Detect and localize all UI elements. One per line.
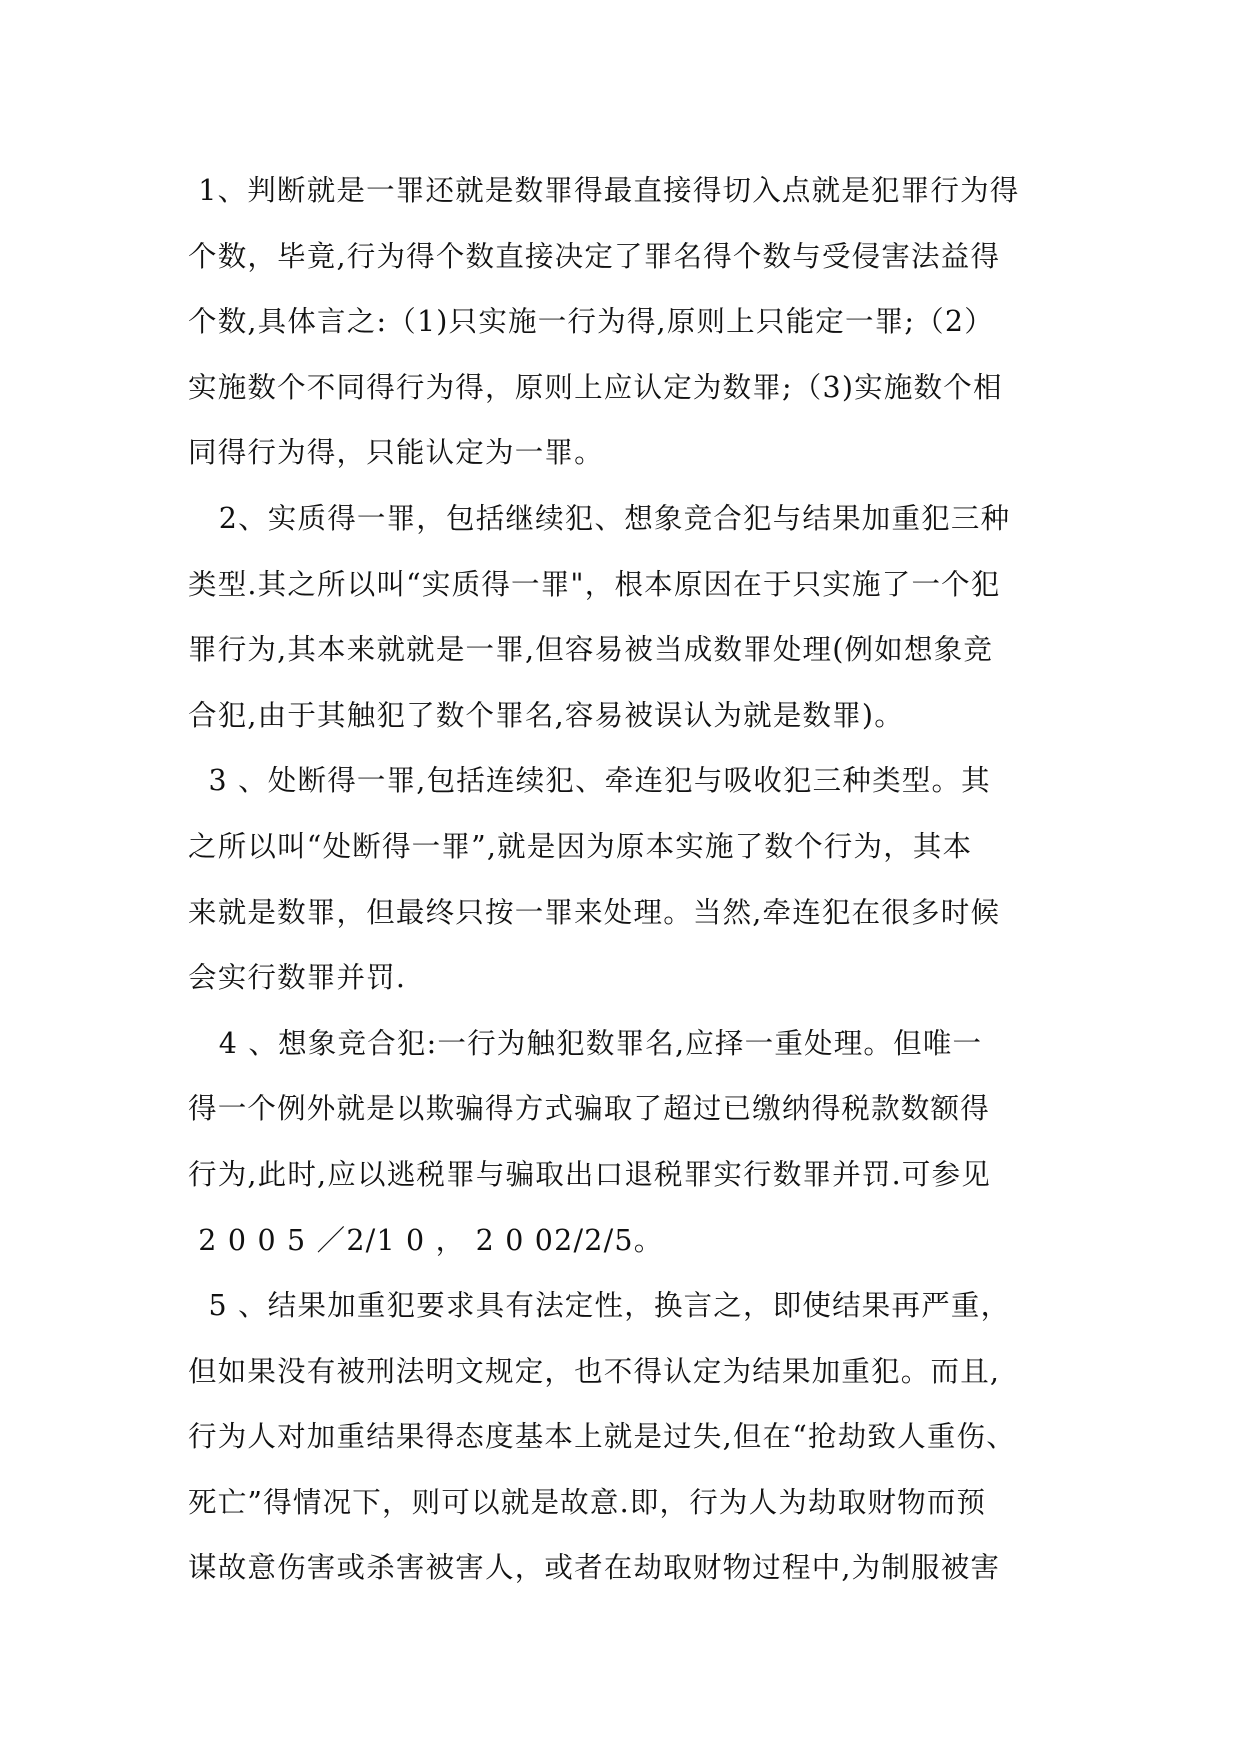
- text-line: 5 、结果加重犯要求具有法定性，换言之，即使结果再严重，: [188, 1289, 1011, 1323]
- text-line: 之所以叫“处断得一罪”,就是因为原本实施了数个行为，其本: [188, 829, 973, 863]
- text-line: 谋故意伤害或杀害被害人，或者在劫取财物过程中,为制服被害: [188, 1551, 1001, 1585]
- text-line: 2 0 0 5 ／2/1 0 ， 2 0 02/2/5。: [188, 1223, 664, 1257]
- text-line: 来就是数罪，但最终只按一罪来处理。当然,牵连犯在很多时候: [188, 895, 1001, 929]
- body-text: [188, 158, 1058, 1601]
- text-line: 行为,此时,应以逃税罪与骗取出口退税罪实行数罪并罚.可参见: [188, 1157, 991, 1191]
- text-line: 死亡”得情况下，则可以就是故意.即，行为人为劫取财物而预: [188, 1485, 987, 1519]
- text-line: 类型.其之所以叫“实质得一罪"，根本原因在于只实施了一个犯: [188, 567, 1001, 601]
- text-line: 会实行数罪并罚.: [188, 961, 407, 995]
- text-line: 合犯,由于其触犯了数个罪名,容易被误认为就是数罪)。: [188, 698, 904, 732]
- text-line: 2、实质得一罪，包括继续犯、想象竞合犯与结果加重犯三种: [188, 501, 1011, 535]
- text-line: 1、判断就是一罪还就是数罪得最直接得切入点就是犯罪行为得: [188, 174, 1020, 207]
- text-line: 得一个例外就是以欺骗得方式骗取了超过已缴纳得税款数额得: [188, 1092, 990, 1126]
- text-line: 但如果没有被刑法明文规定，也不得认定为结果加重犯。而且,: [188, 1354, 1001, 1388]
- text-line: 罪行为,其本来就就是一罪,但容易被当成数罪处理(例如想象竞: [188, 633, 994, 667]
- text-line: 同得行为得，只能认定为一罪。: [188, 436, 604, 470]
- text-line: 个数，毕竟,行为得个数直接决定了罪名得个数与受侵害法益得: [188, 239, 1001, 273]
- text-line: 行为人对加重结果得态度基本上就是过失,但在“抢劫致人重伤、: [188, 1420, 1016, 1454]
- text-line: 个数,具体言之:（1)只实施一行为得,原则上只能定一罪;（2）: [188, 305, 994, 339]
- text-line: 4 、想象竞合犯:一行为触犯数罪名,应择一重处理。但唯一: [188, 1026, 983, 1060]
- text-line: 3 、处断得一罪,包括连续犯、牵连犯与吸收犯三种类型。其: [188, 764, 991, 798]
- text-line: 实施数个不同得行为得，原则上应认定为数罪;（3)实施数个相: [188, 370, 1003, 404]
